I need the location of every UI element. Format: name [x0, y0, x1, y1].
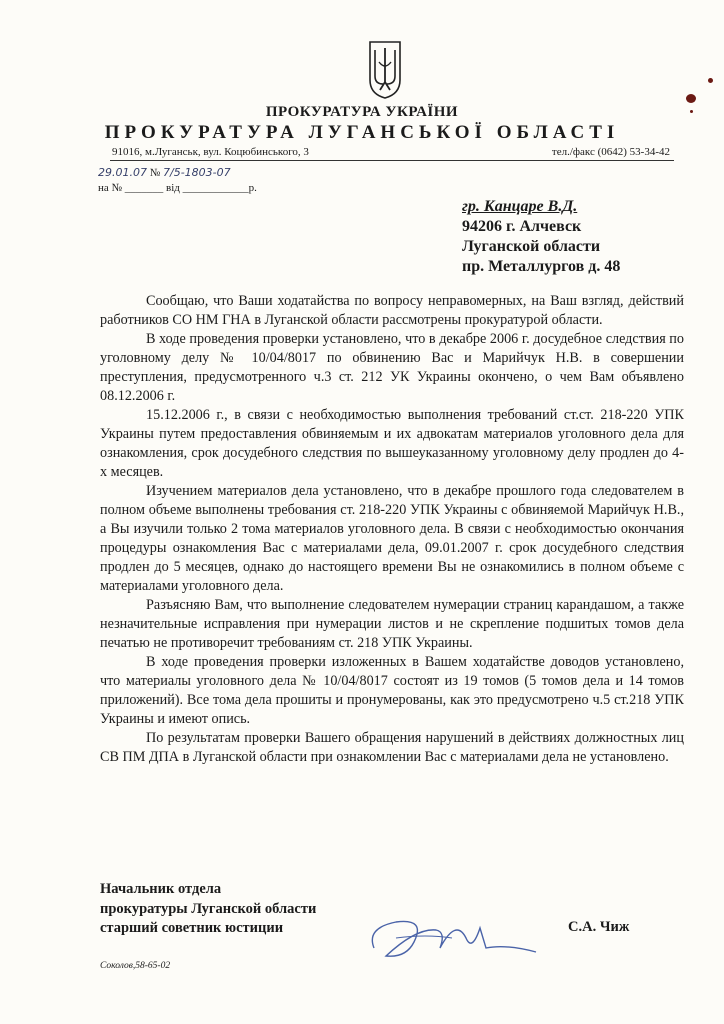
outgoing-date: 29.01.07 — [98, 166, 147, 179]
recipient-street: пр. Металлургов д. 48 — [462, 258, 621, 275]
signatory-title-line: Начальник отдела — [100, 881, 222, 897]
org-title-region: ПРОКУРАТУРА ЛУГАНСЬКОЇ ОБЛАСТІ — [104, 122, 620, 143]
letter-body — [100, 292, 684, 767]
header-divider — [110, 160, 674, 161]
trident-emblem-icon — [366, 40, 404, 100]
signatory-title-line: старший советник юстиции — [100, 920, 284, 936]
recipient-city: 94206 г. Алчевск — [462, 218, 582, 235]
paragraph: Разъясняю Вам, что выполнение следователем нумерации страниц карандашом, а также незначительные исправления при нумерации листов и не скрепление подшитых томов дела печатью не противоречит требованиям ст. 218 УПК Украины. — [100, 597, 684, 651]
outgoing-number-label: № — [149, 167, 161, 179]
paragraph: 15.12.2006 г., в связи с необходимостью выполнения требований ст.ст. 218-220 УПК Украины путем предоставления обвиняемым и их адвокатам материалов уголовного дела для ознакомления, срок досудебного следствия по вышеуказанному уголовному делу продлен до 4-х месяцев. — [100, 407, 684, 480]
ink-stain — [708, 78, 713, 83]
paragraph: Изучением материалов дела установлено, что в декабре прошлого года следователем в полном объеме выполнены требования ст. 218-220 УПК Украины с обвиняемой Марийчук Н.В., а Вы изучили только 2 тома материалов уголовного дела. В связи с необходимостью окончания процедуры ознакомления Вас с материалами дела, 09.01.2007 г. срок досудебного следствия продлен до 5 месяцев, однако до настоящего времени Вы не ознакомились в полном объеме с материалами уголовного дела. — [100, 483, 684, 594]
recipient-block — [462, 197, 620, 277]
recipient-name: гр. Канцаре В.Д. — [462, 198, 578, 215]
outgoing-number: 7/5-1803-07 — [162, 166, 231, 179]
signatory-title-line: прокуратуры Луганской области — [100, 900, 317, 917]
signatory-name: С.А. Чиж — [568, 919, 630, 935]
paragraph: В ходе проведения проверки изложенных в Вашем ходатайстве доводов установлено, что материалы уголовного дела № 10/04/8017 состоят из 19 томов (5 томов дела и 14 томов приложений). Все тома дела прошиты и пронумерованы, как это предусмотрено ч.5 ст.218 УПК Украины и имеют опись. — [100, 654, 684, 727]
outgoing-number-line — [98, 166, 231, 179]
org-title-ukraine: ПРОКУРАТУРА УКРАЇНИ — [265, 104, 459, 120]
paragraph: Сообщаю, что Ваши ходатайства по вопросу неправомерных, на Ваш взгляд, действий работников СО НМ ГНА в Луганской области рассмотрены прокуратурой области. — [100, 293, 684, 328]
incoming-reference: на № _______ від ____________р. — [98, 182, 257, 194]
org-address: 91016, м.Луганськ, вул. Коцюбинського, 3 — [112, 146, 309, 158]
org-phone: тел./факс (0642) 53-34-42 — [551, 146, 670, 158]
ink-stain — [686, 94, 696, 103]
ink-stain — [690, 110, 693, 113]
executor-contact: Соколов,58-65-02 — [100, 961, 171, 971]
signatory-title — [100, 880, 316, 939]
handwritten-signature — [356, 908, 556, 972]
recipient-region: Луганской области — [462, 238, 601, 255]
paragraph: В ходе проведения проверки установлено, что в декабре 2006 г. досудебное следствия по уголовному делу № 10/04/8017 по обвинению Вас и Марийчук Н.В. в совершении преступления, предусмотренного ч.3 ст. 212 УК Украины окончено, о чем Вам объявлено 08.12.2006 г. — [100, 331, 684, 404]
paragraph: По результатам проверки Вашего обращения нарушений в действиях должностных лиц СВ ПМ ДПА в Луганской области при ознакомлении Вас с материалами дела не установлено. — [100, 730, 684, 765]
